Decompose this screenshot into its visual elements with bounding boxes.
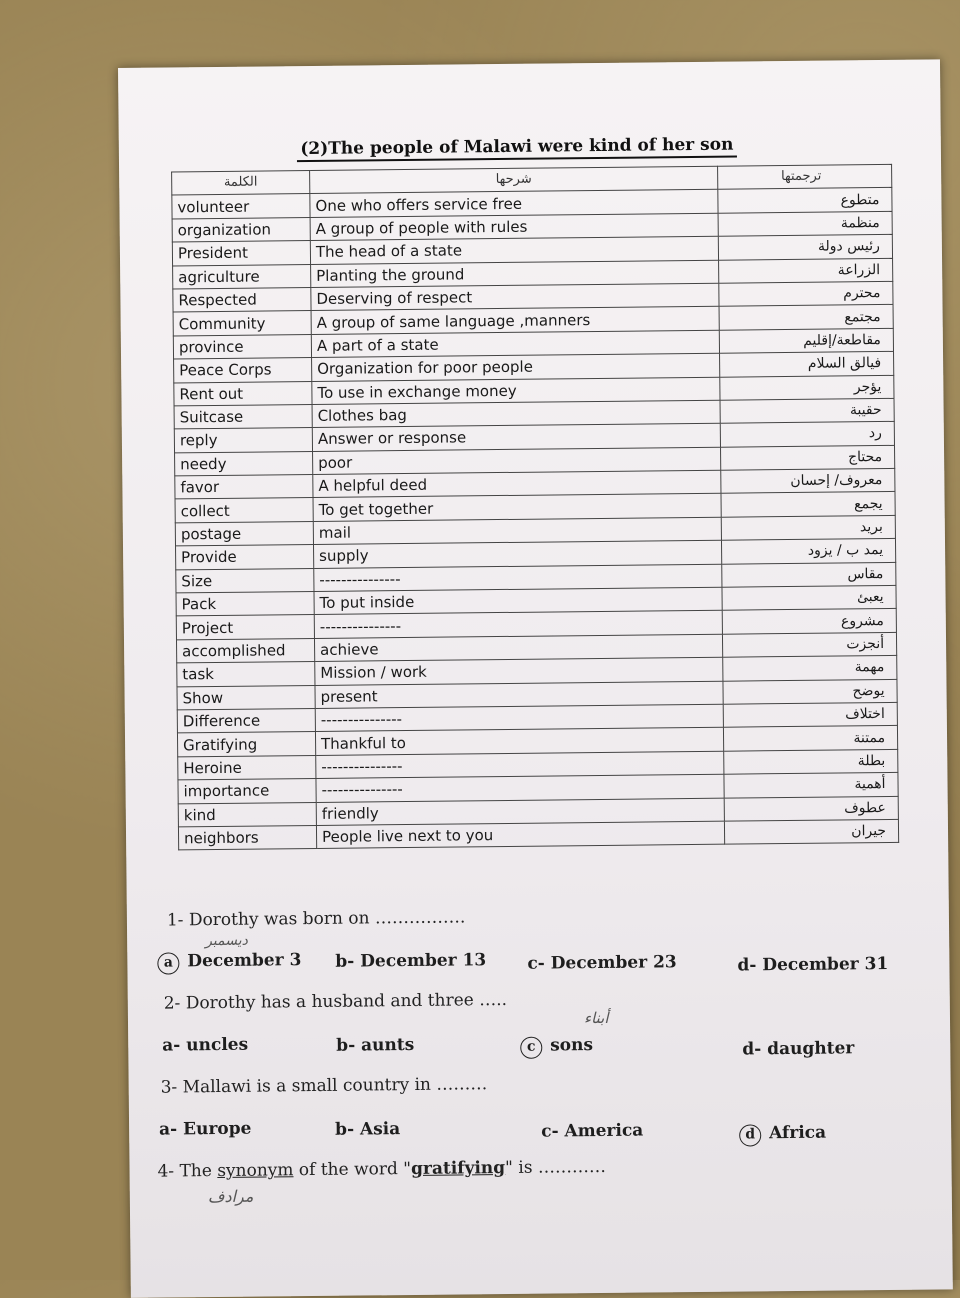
definition-cell: To use in exchange money (312, 377, 720, 405)
table-header-cell: ترجمتها (718, 164, 892, 189)
translation-cell: رد (720, 422, 894, 447)
question-4 (157, 1157, 606, 1182)
translation-cell: يجمع (721, 492, 895, 517)
definition-cell: Answer or response (312, 424, 720, 452)
table-header-cell: شرحها (310, 166, 718, 194)
definition-cell: --------------- (314, 611, 722, 639)
word-cell: neighbors (178, 825, 316, 850)
translation-cell: معروف/ إحسان (721, 468, 895, 493)
definition-cell: --------------- (315, 704, 723, 732)
definition-cell: The head of a state (310, 236, 718, 264)
translation-cell: منظمة (718, 211, 892, 236)
vocabulary-table (171, 164, 899, 851)
translation-cell: فيالق السلام (720, 352, 894, 377)
translation-cell: مجتمع (719, 305, 893, 330)
answer-circle: c (520, 1037, 542, 1059)
q4-word: gratifying (410, 1158, 506, 1179)
translation-cell: مشروع (722, 609, 896, 634)
definition-cell: Clothes bag (312, 400, 720, 428)
translation-cell: أهمية (724, 773, 898, 798)
translation-cell: يمد ب / يزود (721, 539, 895, 564)
word-cell: needy (175, 451, 313, 476)
translation-cell: حقيبة (720, 398, 894, 423)
q1-option-c[interactable]: c- December 23 (527, 952, 677, 974)
question-3: 3- Mallawi is a small country in ……… (160, 1074, 488, 1098)
definition-cell: To get together (313, 494, 721, 522)
q1-option-b[interactable]: b- December 13 (335, 950, 487, 972)
q3-option-b[interactable]: b- Asia (335, 1119, 401, 1140)
definition-cell: A helpful deed (313, 470, 721, 498)
definition-cell: People live next to you (316, 821, 724, 849)
definition-cell: Mission / work (315, 657, 723, 685)
word-cell: agriculture (173, 264, 311, 289)
translation-cell: أنجزت (722, 632, 896, 657)
definition-cell: mail (313, 517, 721, 545)
translation-cell: جيران (724, 819, 898, 844)
definition-cell: supply (314, 540, 722, 568)
translation-cell: محتاج (721, 445, 895, 470)
word-cell: Community (173, 311, 311, 336)
answer-circle: a (157, 952, 179, 974)
q2-option-a[interactable]: a- uncles (162, 1034, 249, 1056)
translation-cell: يؤجر (720, 375, 894, 400)
word-cell: Heroine (178, 755, 316, 780)
translation-cell: متطوع (718, 188, 892, 213)
q1-option-a-label: December 3 (187, 950, 302, 972)
word-cell: volunteer (172, 194, 310, 219)
handwritten-note-4: مرادف (207, 1186, 254, 1207)
word-cell: Rent out (174, 381, 312, 406)
q2-option-c-label: sons (550, 1035, 594, 1056)
word-cell: Peace Corps (174, 358, 312, 383)
translation-cell: عطوف (724, 796, 898, 821)
worksheet-page (118, 59, 953, 1298)
q3-option-c[interactable]: c- America (541, 1120, 644, 1142)
definition-cell: poor (313, 447, 721, 475)
handwritten-note-1: ديسمبر (205, 932, 248, 950)
definition-cell: --------------- (316, 774, 724, 802)
word-cell: Respected (173, 287, 311, 312)
definition-cell: A part of a state (311, 330, 719, 358)
question-2: 2- Dorothy has a husband and three ….. (163, 989, 508, 1014)
q4-text-2: of the word " (293, 1158, 412, 1181)
definition-cell: Thankful to (315, 728, 723, 756)
word-cell: Project (176, 615, 314, 640)
word-cell: Size (176, 568, 314, 593)
translation-cell: يعبئ (722, 585, 896, 610)
word-cell: President (172, 241, 310, 266)
word-cell: organization (172, 217, 310, 242)
definition-cell: A group of same language ,manners (311, 307, 719, 335)
translation-cell: رئيس دولة (718, 235, 892, 260)
translation-cell: يوضح (723, 679, 897, 704)
word-cell: reply (174, 428, 312, 453)
q3-option-a[interactable]: a- Europe (159, 1118, 252, 1140)
q4-synonym: synonym (217, 1160, 294, 1182)
word-cell: Provide (176, 545, 314, 570)
translation-cell: بريد (721, 515, 895, 540)
word-cell: task (177, 662, 315, 687)
word-cell: postage (175, 521, 313, 546)
definition-cell: One who offers service free (310, 190, 718, 218)
word-cell: Gratifying (177, 732, 315, 757)
definition-cell: To put inside (314, 587, 722, 615)
q2-option-d[interactable]: d- daughter (742, 1038, 855, 1060)
definition-cell: --------------- (316, 751, 724, 779)
q2-option-c[interactable] (520, 1035, 593, 1059)
definition-cell: Organization for poor people (312, 353, 720, 381)
word-cell: province (173, 334, 311, 359)
translation-cell: مقاطعة/إقليم (719, 328, 893, 353)
word-cell: Show (177, 685, 315, 710)
word-cell: Difference (177, 708, 315, 733)
definition-cell: present (315, 681, 723, 709)
answer-circle: d (739, 1124, 761, 1146)
translation-cell: بطلة (724, 749, 898, 774)
q4-text-3: " is ………… (505, 1156, 607, 1179)
worksheet-title: (2)The people of Malawi were kind of her son (297, 134, 737, 163)
translation-cell: اختلاف (723, 702, 897, 727)
translation-cell: مهمة (723, 656, 897, 681)
definition-cell: Planting the ground (311, 260, 719, 288)
definition-cell: A group of people with rules (310, 213, 718, 241)
handwritten-note-2: أبناء (583, 1008, 609, 1028)
q4-text-1: 4- The (157, 1161, 218, 1182)
q1-option-d[interactable]: d- December 31 (737, 953, 889, 976)
translation-cell: الزراعة (719, 258, 893, 283)
word-cell: Pack (176, 592, 314, 617)
translation-cell: مقاس (722, 562, 896, 587)
q2-option-b[interactable]: b- aunts (336, 1034, 415, 1056)
table-header-cell: الكلمة (172, 170, 310, 195)
q1-option-a[interactable] (157, 950, 301, 975)
q3-option-d[interactable] (739, 1123, 826, 1147)
q3-option-d-label: Africa (769, 1122, 827, 1144)
word-cell: accomplished (176, 638, 314, 663)
translation-cell: محترم (719, 281, 893, 306)
question-1: 1- Dorothy was born on ……………. (166, 907, 466, 931)
definition-cell: friendly (316, 798, 724, 826)
definition-cell: Deserving of respect (311, 283, 719, 311)
word-cell: importance (178, 779, 316, 804)
word-cell: kind (178, 802, 316, 827)
word-cell: favor (175, 475, 313, 500)
definition-cell: --------------- (314, 564, 722, 592)
word-cell: Suitcase (174, 404, 312, 429)
word-cell: collect (175, 498, 313, 523)
translation-cell: ممتنة (723, 726, 897, 751)
definition-cell: achieve (314, 634, 722, 662)
